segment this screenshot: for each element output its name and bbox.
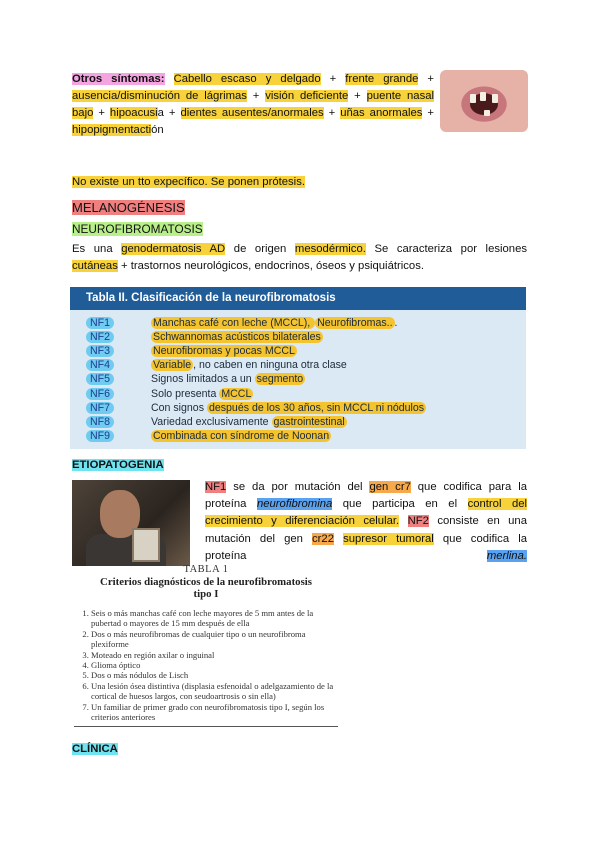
text-fragment: a +: [157, 107, 181, 119]
text-fragment: hipoacusi: [109, 107, 158, 119]
text-fragment: +: [422, 107, 434, 119]
text-fragment: consiste en una: [428, 515, 527, 528]
otros-line-2: [72, 88, 434, 105]
criteria-list: [74, 608, 338, 722]
nf-code-label: NF1: [86, 317, 114, 329]
melanogenesis-text: MELANOGÉNESIS: [72, 200, 185, 215]
clinica-text: CLÍNICA: [72, 743, 118, 755]
etio-paragraph: [205, 479, 527, 565]
table-row: [70, 359, 526, 372]
text-fragment: +: [320, 73, 346, 85]
nf-description: [151, 331, 323, 344]
text-fragment: control del: [467, 498, 528, 511]
nf-code-label: NF3: [86, 345, 114, 357]
text-fragment: genodermatosis AD: [121, 243, 226, 255]
text-fragment: que participa en el: [332, 498, 468, 511]
nf-code-label: NF5: [86, 373, 114, 385]
table-row: [70, 430, 526, 443]
text-fragment: Se caracteriza por lesiones: [365, 243, 528, 255]
otros-line-1: [72, 71, 434, 88]
text-fragment: uñas anormales: [340, 107, 423, 119]
text-fragment: proteína: [205, 549, 247, 562]
tooth-shape: [470, 94, 476, 103]
text-fragment: Cabello escaso y delgado: [173, 73, 321, 85]
neurofibromatosis-heading: [72, 222, 203, 237]
patient-photo: [72, 480, 190, 566]
description-fragment: gastrointestinal: [273, 415, 345, 428]
text-fragment: +: [246, 90, 266, 102]
nf-description: [151, 317, 397, 330]
text-fragment: proteína: [205, 498, 257, 511]
criteria-item: 5. Dos o más nódulos de Lisch: [91, 670, 338, 680]
text-fragment: +: [418, 73, 435, 85]
tto-text: No existe un tto expecífico. Se ponen prótesis.: [72, 176, 305, 188]
text-fragment: +: [348, 90, 367, 102]
diagnostic-criteria-table: [74, 564, 338, 727]
text-fragment: puente nasal: [366, 90, 435, 102]
etiopatogenia-text: ETIOPATOGENIA: [72, 459, 164, 471]
description-fragment: Schwannomas acústicos bilaterales: [153, 331, 321, 344]
text-fragment: que codifica para la: [410, 481, 527, 493]
text-fragment: de origen: [225, 243, 295, 255]
table-title: Criterios diagnósticos de la neurofibromatosis: [100, 576, 312, 588]
description-fragment: segmento: [256, 373, 304, 386]
text-fragment: ón: [151, 124, 164, 136]
text-fragment: +: [323, 107, 341, 119]
text-fragment: gen cr7: [369, 481, 411, 493]
description-fragment: Combinada con síndrome de Noonan: [153, 429, 330, 442]
text-fragment: que codifica la: [433, 532, 527, 545]
text-fragment: ausencia/disminución de lágrimas: [72, 90, 247, 102]
text-fragment: visión deficiente: [265, 90, 349, 102]
description-fragment: MCCL: [221, 387, 252, 400]
nf-description: [151, 388, 253, 401]
description-fragment: Con signos: [151, 401, 207, 414]
description-fragment: después de los 30 años, sin MCCL ni nódulos: [208, 401, 425, 414]
criteria-item: 3. Moteado en región axilar o inguinal: [91, 650, 338, 660]
text-fragment: mutación del gen: [205, 532, 313, 545]
description-fragment: Variable: [153, 359, 192, 372]
nf-description: [151, 402, 426, 415]
text-fragment: cr22: [312, 532, 334, 545]
etio-line-2: [205, 496, 527, 513]
description-fragment: Neurofibromas y pocas MCCL: [153, 345, 295, 358]
table-row: [70, 402, 526, 415]
etiopatogenia-heading: [72, 458, 164, 472]
text-fragment: NF2: [407, 515, 429, 528]
text-fragment: neurofibromina: [256, 498, 333, 511]
mouth-photo: [440, 70, 528, 132]
table-row: [70, 388, 526, 401]
table-row: [70, 416, 526, 429]
intro-line-2: [72, 258, 527, 275]
nf-code: [86, 359, 134, 372]
nf-code-label: NF9: [86, 430, 114, 442]
text-fragment: crecimiento y diferenciación celular.: [205, 515, 400, 528]
nf-code: [86, 388, 134, 401]
nf-description: [151, 430, 331, 443]
table-subtitle: tipo I: [193, 588, 219, 600]
text-fragment: dientes ausentes/anormales: [180, 107, 324, 119]
criteria-item: 1. Seis o más manchas café con leche mayores de 5 mm antes de la pubertad o mayores de 15 mm después de ella: [91, 608, 338, 629]
intro-paragraph: [72, 241, 527, 275]
nf-code: [86, 402, 134, 415]
text-fragment: +: [117, 260, 131, 272]
nf-code: [86, 430, 134, 443]
table-row: [70, 331, 526, 344]
table-row: [70, 317, 526, 330]
nf-description: [151, 416, 347, 429]
nf-code-label: NF8: [86, 416, 114, 428]
tooth-shape: [480, 92, 486, 101]
text-fragment: trastornos neurológicos, endocrinos, óseos y psiquiátricos.: [130, 260, 424, 272]
text-fragment: merlina.: [486, 549, 527, 562]
nf-code: [86, 345, 134, 358]
otros-line-3: [72, 105, 434, 122]
description-fragment: Signos limitados a un: [151, 373, 255, 386]
text-fragment: hipopigmentacti: [72, 124, 152, 136]
nf-code: [86, 373, 134, 386]
otros-line-4: [72, 122, 434, 139]
etio-line-5: [205, 548, 527, 565]
nf-code: [86, 317, 134, 330]
photo-frame-shape: [132, 528, 160, 562]
table-title: Tabla II. Clasificación de la neurofibromatosis: [70, 287, 526, 310]
text-fragment: mesodérmico.: [294, 243, 366, 255]
criteria-item: 2. Dos o más neurofibromas de cualquier tipo o un neurofibroma plexiforme: [91, 629, 338, 650]
table-row: [70, 345, 526, 358]
etio-line-1: [205, 479, 527, 496]
description-fragment: Variedad exclusivamente: [151, 415, 272, 428]
otros-label: Otros síntomas:: [72, 73, 165, 85]
melanogenesis-heading: [72, 200, 185, 216]
description-fragment: Manchas café con leche (MCCL),: [153, 317, 314, 329]
description-fragment: Neurofibromas..: [317, 317, 393, 329]
tooth-shape: [492, 94, 498, 103]
text-fragment: [334, 533, 343, 545]
text-fragment: supresor tumoral: [343, 532, 434, 545]
text-fragment: bajo: [72, 107, 94, 119]
text-fragment: +: [93, 107, 110, 119]
nf-description: [151, 345, 297, 358]
etio-line-4: [205, 531, 527, 548]
tto-line: [72, 174, 305, 191]
criteria-item: 6. Una lesión ósea distintiva (displasia esfenoidal o adelgazamiento de la cortical de huesos largos, con seudoartrosis o sin ella): [91, 681, 338, 702]
table-heading: TABLA 1: [183, 564, 229, 575]
classification-table: [70, 287, 526, 449]
text-fragment: [399, 515, 407, 527]
nf-code: [86, 331, 134, 344]
text-fragment: NF1: [205, 481, 227, 493]
neurofibromatosis-text: NEUROFIBROMATOSIS: [72, 222, 203, 236]
criteria-item: 7. Un familiar de primer grado con neurofibromatosis tipo I, según los criterios anteriores: [91, 702, 338, 723]
criteria-item: 4. Glioma óptico: [91, 660, 338, 670]
nf-code-label: NF7: [86, 402, 114, 414]
intro-line-1: [72, 241, 527, 258]
nf-code-label: NF2: [86, 331, 114, 343]
description-fragment: .: [394, 317, 398, 329]
description-fragment: , no caben en ninguna otra clase: [193, 359, 347, 372]
table-row: [70, 373, 526, 386]
nf-code-label: NF6: [86, 388, 114, 400]
text-fragment: se da por mutación del: [226, 481, 370, 493]
clinica-heading: [72, 742, 118, 756]
description-fragment: Solo presenta: [151, 387, 220, 400]
nf-code-label: NF4: [86, 359, 114, 371]
tooth-shape: [484, 110, 490, 116]
nf-code: [86, 416, 134, 429]
text-fragment: Es una: [72, 243, 122, 255]
nf-description: [151, 373, 305, 386]
etio-line-3: [205, 513, 527, 530]
text-fragment: frente grande: [345, 73, 419, 85]
nf-description: [151, 359, 347, 372]
text-fragment: cutáneas: [72, 260, 118, 272]
otros-sintomas-paragraph: [72, 71, 434, 139]
table-bottom-rule: [74, 726, 338, 727]
